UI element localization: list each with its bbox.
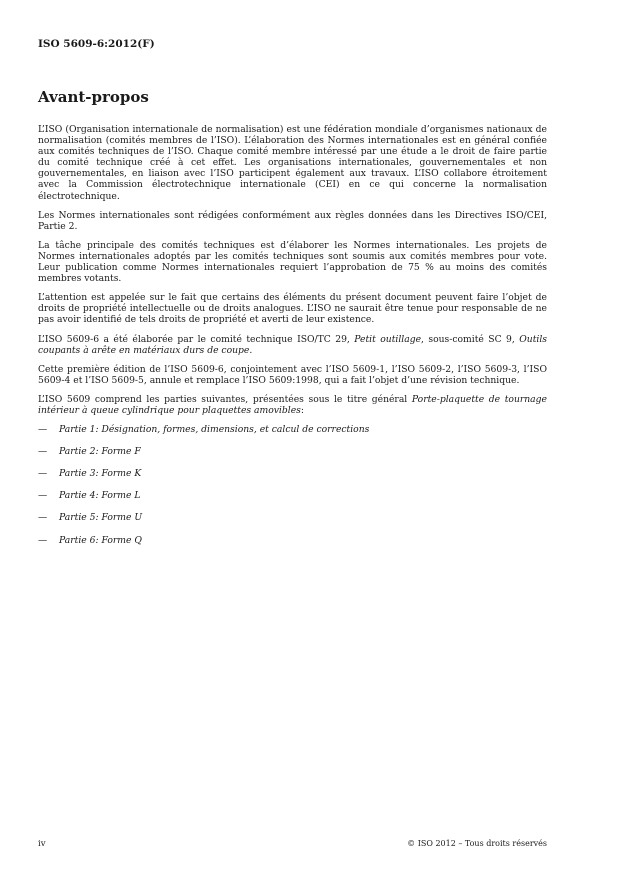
list-item [38,446,547,457]
list-dash: — [38,424,48,436]
prepared-by-end: . [249,344,253,356]
list-item-text: Partie 2: Forme F [59,446,141,458]
paragraph-committee-task: La tâche principale des comités techniques est d’élaborer les Normes internationales. Les projets de Normes internationales adoptés par les comités techniques sont soumis aux comités membres pour vote. Leur publication comme Normes internationales requiert l’approbation de 75 % au moins des comités membres votants. [38,239,547,285]
list-item-text: Partie 5: Forme U [59,512,143,524]
parts-intro-colon: : [300,404,304,416]
list-dash: — [38,468,48,480]
paragraph-edition: Cette première édition de l’ISO 5609-6, conjointement avec l’ISO 5609-1, l’ISO 5609-2, l’ISO 5609-3, l’ISO 5609-4 et l’ISO 5609-5, annule et remplace l’ISO 5609:1998, qui a fait l’objet d’une révision technique. [38,363,547,386]
list-item-text: Partie 4: Forme L [59,490,141,502]
list-item [38,468,547,479]
tc-title: Petit outillage [354,333,422,345]
foreword-body [38,124,547,557]
list-dash: — [38,490,48,502]
list-item-text: Partie 6: Forme Q [59,534,142,546]
prepared-by-sc: , sous-comité SC 9, [421,333,520,345]
general-title: Porte-plaquette de tournage intérieur à queue cylindrique pour plaquettes amovibles [38,393,547,416]
paragraph-iso-intro: L’ISO (Organisation internationale de normalisation) est une fédération mondiale d’organismes nationaux de normalisation (comités membres de l’ISO). L’élaboration des Normes internationales est en général confiée aux comités techniques de l’ISO. Chaque comité membre intéressé par une étude a le droit de faire partie du comité technique créé à cet effet. Les organisations internationales, gouvernementales et non gouvernementales, en liaison avec l’ISO participent également aux travaux. L’ISO collabore étroitement avec la Commission électrotechnique internationale (CEI) en ce qui concerne la normalisation électrotechnique. [38,124,547,202]
sc-title: Outils coupants à arête en matériaux durs de coupe [38,333,547,356]
paragraph-directives: Les Normes internationales sont rédigées conformément aux règles données dans les Directives ISO/CEI, Partie 2. [38,209,547,232]
paragraph-parts-intro [38,394,547,416]
paragraph-prepared-by [38,334,547,356]
list-item-text: Partie 1: Désignation, formes, dimensions, et calcul de corrections [59,424,370,436]
paragraph-patent-rights: L’attention est appelée sur le fait que certains des éléments du présent document peuvent faire l’objet de droits de propriété intellectuelle ou de droits analogues. L’ISO ne saurait être tenue pour responsable de ne pas avoir identifié de tels droits de propriété et averti de leur existence. [38,292,547,326]
document-id: ISO 5609-6:2012(F) [38,38,155,50]
page-title: Avant-propos [38,88,149,106]
parts-intro-text: L’ISO 5609 comprend les parties suivantes, présentées sous le titre général [38,393,412,405]
prepared-by-text: L’ISO 5609-6 a été élaborée par le comité technique ISO/TC 29, [38,333,355,345]
list-dash: — [38,512,48,524]
list-item [38,490,547,501]
list-dash: — [38,446,48,458]
list-item [38,535,547,546]
list-item-text: Partie 3: Forme K [59,468,142,480]
copyright-notice: © ISO 2012 – Tous droits réservés [407,839,547,848]
parts-list [38,424,547,546]
list-item [38,424,547,435]
list-item [38,512,547,523]
list-dash: — [38,534,48,546]
page-number: iv [38,839,46,849]
